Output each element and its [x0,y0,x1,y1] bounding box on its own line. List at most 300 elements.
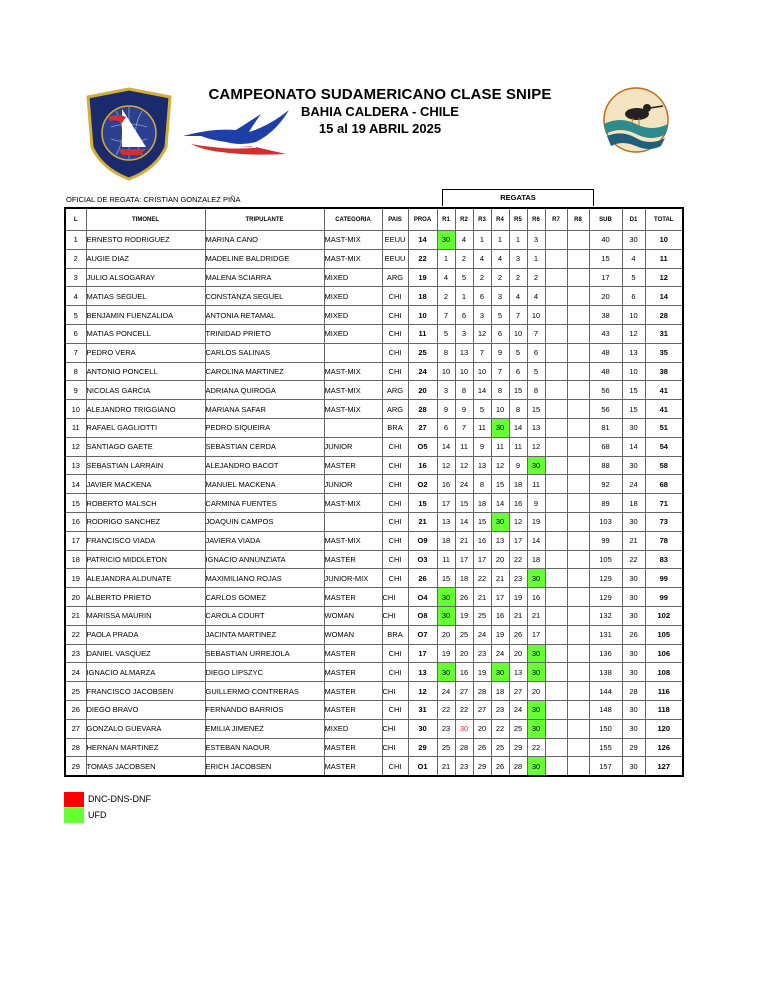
race-6-cell: 19 [527,512,545,531]
table-row [65,381,683,400]
race-4-cell: 18 [491,682,509,701]
race-4-cell: 20 [491,550,509,569]
category-cell: MIXED [324,719,382,738]
race-2-cell: 9 [455,400,473,419]
race-5-cell: 13 [509,663,527,682]
race-2-cell: 15 [455,494,473,513]
category-cell: MASTER [324,757,382,776]
race-2-cell: 30 [455,719,473,738]
category-cell [324,512,382,531]
race-5-cell: 29 [509,738,527,757]
subtotal-cell: 129 [589,569,622,588]
bow-number-cell: 25 [408,343,437,362]
helm-cell: NICOLAS GARCIA [86,381,205,400]
helm-cell: DIEGO BRAVO [86,700,205,719]
race-3-cell: 2 [473,268,491,287]
rank-cell: 6 [65,324,86,343]
crew-cell: SEBASTIAN URREJOLA [205,644,324,663]
race-5-cell: 5 [509,343,527,362]
table-row [65,569,683,588]
subtotal-cell: 38 [589,306,622,325]
race-6-cell: 7 [527,324,545,343]
table-row [65,682,683,701]
subtotal-cell: 99 [589,531,622,550]
discard-cell: 21 [622,531,645,550]
race-4-cell: 30 [491,418,509,437]
results-table [64,207,684,777]
subtotal-cell: 89 [589,494,622,513]
bow-number-cell: 10 [408,306,437,325]
country-cell: CHI [382,682,408,701]
helm-cell: ALBERTO PRIETO [86,588,205,607]
bow-number-cell: 27 [408,418,437,437]
race-3-cell: 12 [473,324,491,343]
helm-cell: ALEJANDRO TRIGGIANO [86,400,205,419]
legend-label: UFD [88,810,107,820]
discard-cell: 30 [622,231,645,250]
race-8-cell [567,606,589,625]
subtotal-cell: 155 [589,738,622,757]
race-5-cell: 1 [509,231,527,250]
race-2-cell: 26 [455,588,473,607]
event-dates: 15 al 19 ABRIL 2025 [318,121,442,136]
column-header-l: L [65,208,86,231]
race-4-cell: 7 [491,362,509,381]
category-cell: MAST-MIX [324,231,382,250]
race-6-cell: 20 [527,682,545,701]
race-4-cell: 6 [491,324,509,343]
race-8-cell [567,738,589,757]
race-6-cell: 16 [527,588,545,607]
race-8-cell [567,362,589,381]
crew-cell: FERNANDO BARRIOS [205,700,324,719]
race-1-cell: 2 [437,287,455,306]
total-cell: 106 [645,644,683,663]
total-cell: 41 [645,400,683,419]
race-5-cell: 23 [509,569,527,588]
crew-cell: MANUEL MACKENA [205,475,324,494]
race-3-cell: 28 [473,682,491,701]
bow-number-cell: 13 [408,663,437,682]
total-cell: 12 [645,268,683,287]
bow-number-cell: O2 [408,475,437,494]
race-3-cell: 24 [473,625,491,644]
race-7-cell [545,268,567,287]
discard-cell: 30 [622,644,645,663]
race-2-cell: 23 [455,757,473,776]
total-cell: 58 [645,456,683,475]
race-1-cell: 11 [437,550,455,569]
rank-cell: 16 [65,512,86,531]
table-row [65,719,683,738]
discard-cell: 30 [622,456,645,475]
rank-cell: 14 [65,475,86,494]
race-7-cell [545,531,567,550]
table-row [65,625,683,644]
race-2-cell: 12 [455,456,473,475]
bow-number-cell: 29 [408,738,437,757]
race-4-cell: 9 [491,343,509,362]
race-5-cell: 28 [509,757,527,776]
column-header-d1: D1 [622,208,645,231]
race-8-cell [567,719,589,738]
crew-cell: EMILIA JIMENEZ [205,719,324,738]
crew-cell: CARLOS SALINAS [205,343,324,362]
subtotal-cell: 138 [589,663,622,682]
subtotal-cell: 129 [589,588,622,607]
race-8-cell [567,494,589,513]
subtotal-cell: 68 [589,437,622,456]
race-1-cell: 25 [437,738,455,757]
table-header-row [65,208,683,231]
race-7-cell [545,418,567,437]
rank-cell: 13 [65,456,86,475]
crew-cell: JAVIERA VIADA [205,531,324,550]
rank-cell: 11 [65,418,86,437]
race-2-cell: 18 [455,569,473,588]
race-1-cell: 4 [437,268,455,287]
race-7-cell [545,738,567,757]
race-7-cell [545,231,567,250]
crew-cell: MARINA CANO [205,231,324,250]
total-cell: 126 [645,738,683,757]
crew-cell: CONSTANZA SEGUEL [205,287,324,306]
helm-cell: GONZALO GUEVARA [86,719,205,738]
race-4-cell: 13 [491,531,509,550]
race-4-cell: 15 [491,475,509,494]
race-5-cell: 9 [509,456,527,475]
race-3-cell: 17 [473,550,491,569]
bow-number-cell: 26 [408,569,437,588]
race-3-cell: 20 [473,719,491,738]
crew-cell: CARMINA FUENTES [205,494,324,513]
race-7-cell [545,550,567,569]
rank-cell: 20 [65,588,86,607]
race-6-cell: 8 [527,381,545,400]
legend-label: DNC-DNS-DNF [88,794,151,804]
race-3-cell: 29 [473,757,491,776]
subtotal-cell: 56 [589,381,622,400]
bow-number-cell: 31 [408,700,437,719]
race-4-cell: 17 [491,588,509,607]
race-1-cell: 3 [437,381,455,400]
total-cell: 73 [645,512,683,531]
table-row [65,343,683,362]
column-header-total: TOTAL [645,208,683,231]
table-row [65,418,683,437]
helm-cell: FRANCISCO JACOBSEN [86,682,205,701]
race-7-cell [545,400,567,419]
crew-cell: CAROLINA MARTINEZ [205,362,324,381]
crew-cell: PEDRO SIQUEIRA [205,418,324,437]
category-cell [324,418,382,437]
total-cell: 35 [645,343,683,362]
race-7-cell [545,512,567,531]
total-cell: 105 [645,625,683,644]
race-3-cell: 23 [473,644,491,663]
race-1-cell: 23 [437,719,455,738]
race-7-cell [545,381,567,400]
race-4-cell: 21 [491,569,509,588]
race-8-cell [567,343,589,362]
crew-cell: ERICH JACOBSEN [205,757,324,776]
race-6-cell: 13 [527,418,545,437]
table-row [65,663,683,682]
country-cell: EEUU [382,249,408,268]
country-cell: CHI [382,606,408,625]
subtotal-cell: 131 [589,625,622,644]
discard-cell: 30 [622,569,645,588]
discard-cell: 30 [622,757,645,776]
race-5-cell: 4 [509,287,527,306]
column-header-r3: R3 [473,208,491,231]
bow-number-cell: O1 [408,757,437,776]
race-1-cell: 16 [437,475,455,494]
race-7-cell [545,287,567,306]
race-7-cell [545,569,567,588]
category-cell: JUNIOR [324,437,382,456]
race-5-cell: 10 [509,324,527,343]
country-cell: ARG [382,381,408,400]
crew-cell: MALENA SCIARRA [205,268,324,287]
race-8-cell [567,287,589,306]
race-6-cell: 30 [527,456,545,475]
race-7-cell [545,306,567,325]
bow-number-cell: 14 [408,231,437,250]
rank-cell: 21 [65,606,86,625]
race-8-cell [567,663,589,682]
category-cell: MASTER [324,700,382,719]
country-cell: CHI [382,738,408,757]
discard-cell: 12 [622,324,645,343]
subtotal-cell: 40 [589,231,622,250]
race-1-cell: 14 [437,437,455,456]
helm-cell: PEDRO VERA [86,343,205,362]
race-5-cell: 17 [509,531,527,550]
bow-number-cell: 30 [408,719,437,738]
category-cell: MAST-MIX [324,381,382,400]
race-7-cell [545,324,567,343]
race-6-cell: 9 [527,494,545,513]
race-2-cell: 10 [455,362,473,381]
race-8-cell [567,437,589,456]
table-row [65,475,683,494]
helm-cell: RODRIGO SANCHEZ [86,512,205,531]
race-1-cell: 8 [437,343,455,362]
race-2-cell: 16 [455,663,473,682]
race-8-cell [567,231,589,250]
table-row [65,231,683,250]
rank-cell: 9 [65,381,86,400]
helm-cell: TOMAS JACOBSEN [86,757,205,776]
column-header-r7: R7 [545,208,567,231]
race-3-cell: 27 [473,700,491,719]
bow-number-cell: O5 [408,437,437,456]
race-1-cell: 30 [437,606,455,625]
race-1-cell: 10 [437,362,455,381]
race-6-cell: 30 [527,663,545,682]
discard-cell: 10 [622,362,645,381]
race-1-cell: 19 [437,644,455,663]
race-1-cell: 30 [437,231,455,250]
discard-cell: 26 [622,625,645,644]
helm-cell: ROBERTO MALSCH [86,494,205,513]
crew-cell: TRINIDAD PRIETO [205,324,324,343]
category-cell: MAST-MIX [324,494,382,513]
crew-cell: CAROLA COURT [205,606,324,625]
table-row [65,456,683,475]
column-header-timonel: TIMONEL [86,208,205,231]
race-1-cell: 6 [437,418,455,437]
helm-cell: JAVIER MACKENA [86,475,205,494]
rank-cell: 8 [65,362,86,381]
bow-number-cell: 12 [408,682,437,701]
category-cell: JUNIOR [324,475,382,494]
race-8-cell [567,569,589,588]
category-cell: MIXED [324,306,382,325]
race-3-cell: 16 [473,531,491,550]
column-header-tripulante: TRIPULANTE [205,208,324,231]
helm-cell: ANTONIO PONCELL [86,362,205,381]
bow-number-cell: 24 [408,362,437,381]
category-cell: MAST-MIX [324,249,382,268]
race-4-cell: 16 [491,606,509,625]
race-8-cell [567,757,589,776]
race-2-cell: 22 [455,700,473,719]
race-7-cell [545,456,567,475]
crew-cell: ANTONIA RETAMAL [205,306,324,325]
crew-cell: ESTEBAN NAOUR [205,738,324,757]
subtotal-cell: 148 [589,700,622,719]
total-cell: 51 [645,418,683,437]
race-2-cell: 20 [455,644,473,663]
country-cell: EEUU [382,231,408,250]
race-8-cell [567,381,589,400]
subtotal-cell: 144 [589,682,622,701]
bow-number-cell: 15 [408,494,437,513]
discard-cell: 15 [622,400,645,419]
rank-cell: 23 [65,644,86,663]
race-2-cell: 4 [455,231,473,250]
race-4-cell: 24 [491,644,509,663]
discard-cell: 30 [622,418,645,437]
race-8-cell [567,456,589,475]
country-cell: BRA [382,625,408,644]
table-row [65,324,683,343]
legend-swatch [64,792,84,807]
race-7-cell [545,625,567,644]
total-cell: 108 [645,663,683,682]
race-6-cell: 6 [527,343,545,362]
race-4-cell: 11 [491,437,509,456]
race-4-cell: 2 [491,268,509,287]
page-title: CAMPEONATO SUDAMERICANO CLASE SNIPE [208,86,552,103]
helm-cell: DANIEL VASQUEZ [86,644,205,663]
helm-cell: JULIO ALSOGARAY [86,268,205,287]
bow-number-cell: 16 [408,456,437,475]
country-cell: CHI [382,306,408,325]
rank-cell: 1 [65,231,86,250]
bow-number-cell: 20 [408,381,437,400]
helm-cell: MARISSA MAURIN [86,606,205,625]
category-cell: MASTER [324,456,382,475]
race-3-cell: 21 [473,588,491,607]
country-cell: CHI [382,757,408,776]
crew-cell: ADRIANA QUIROGA [205,381,324,400]
legend-item [64,791,151,807]
race-4-cell: 5 [491,306,509,325]
race-5-cell: 27 [509,682,527,701]
discard-cell: 30 [622,588,645,607]
regatas-header: REGATAS [442,189,594,206]
race-7-cell [545,588,567,607]
race-3-cell: 13 [473,456,491,475]
race-6-cell: 30 [527,719,545,738]
country-cell: CHI [382,512,408,531]
column-header-r6: R6 [527,208,545,231]
race-3-cell: 22 [473,569,491,588]
race-8-cell [567,400,589,419]
column-header-pais: PAIS [382,208,408,231]
race-6-cell: 15 [527,400,545,419]
race-3-cell: 5 [473,400,491,419]
rank-cell: 24 [65,663,86,682]
table-row [65,700,683,719]
total-cell: 54 [645,437,683,456]
country-cell: ARG [382,268,408,287]
race-1-cell: 17 [437,494,455,513]
race-4-cell: 1 [491,231,509,250]
race-3-cell: 15 [473,512,491,531]
race-8-cell [567,306,589,325]
race-2-cell: 7 [455,418,473,437]
race-4-cell: 25 [491,738,509,757]
table-body [65,231,683,777]
race-2-cell: 24 [455,475,473,494]
race-5-cell: 18 [509,475,527,494]
discard-cell: 24 [622,475,645,494]
total-cell: 102 [645,606,683,625]
country-cell: BRA [382,418,408,437]
race-7-cell [545,343,567,362]
race-7-cell [545,494,567,513]
race-5-cell: 3 [509,249,527,268]
race-6-cell: 21 [527,606,545,625]
total-cell: 14 [645,287,683,306]
discard-cell: 30 [622,663,645,682]
race-4-cell: 19 [491,625,509,644]
rank-cell: 10 [65,400,86,419]
race-6-cell: 17 [527,625,545,644]
race-1-cell: 30 [437,588,455,607]
crew-cell: ALEJANDRO BACOT [205,456,324,475]
race-4-cell: 14 [491,494,509,513]
table-row [65,287,683,306]
total-cell: 99 [645,588,683,607]
bow-number-cell: O9 [408,531,437,550]
country-cell: CHI [382,644,408,663]
rank-cell: 27 [65,719,86,738]
total-cell: 116 [645,682,683,701]
race-3-cell: 11 [473,418,491,437]
race-5-cell: 22 [509,550,527,569]
race-3-cell: 8 [473,475,491,494]
subtotal-cell: 103 [589,512,622,531]
total-cell: 68 [645,475,683,494]
race-5-cell: 16 [509,494,527,513]
total-cell: 38 [645,362,683,381]
category-cell: MASTER [324,663,382,682]
